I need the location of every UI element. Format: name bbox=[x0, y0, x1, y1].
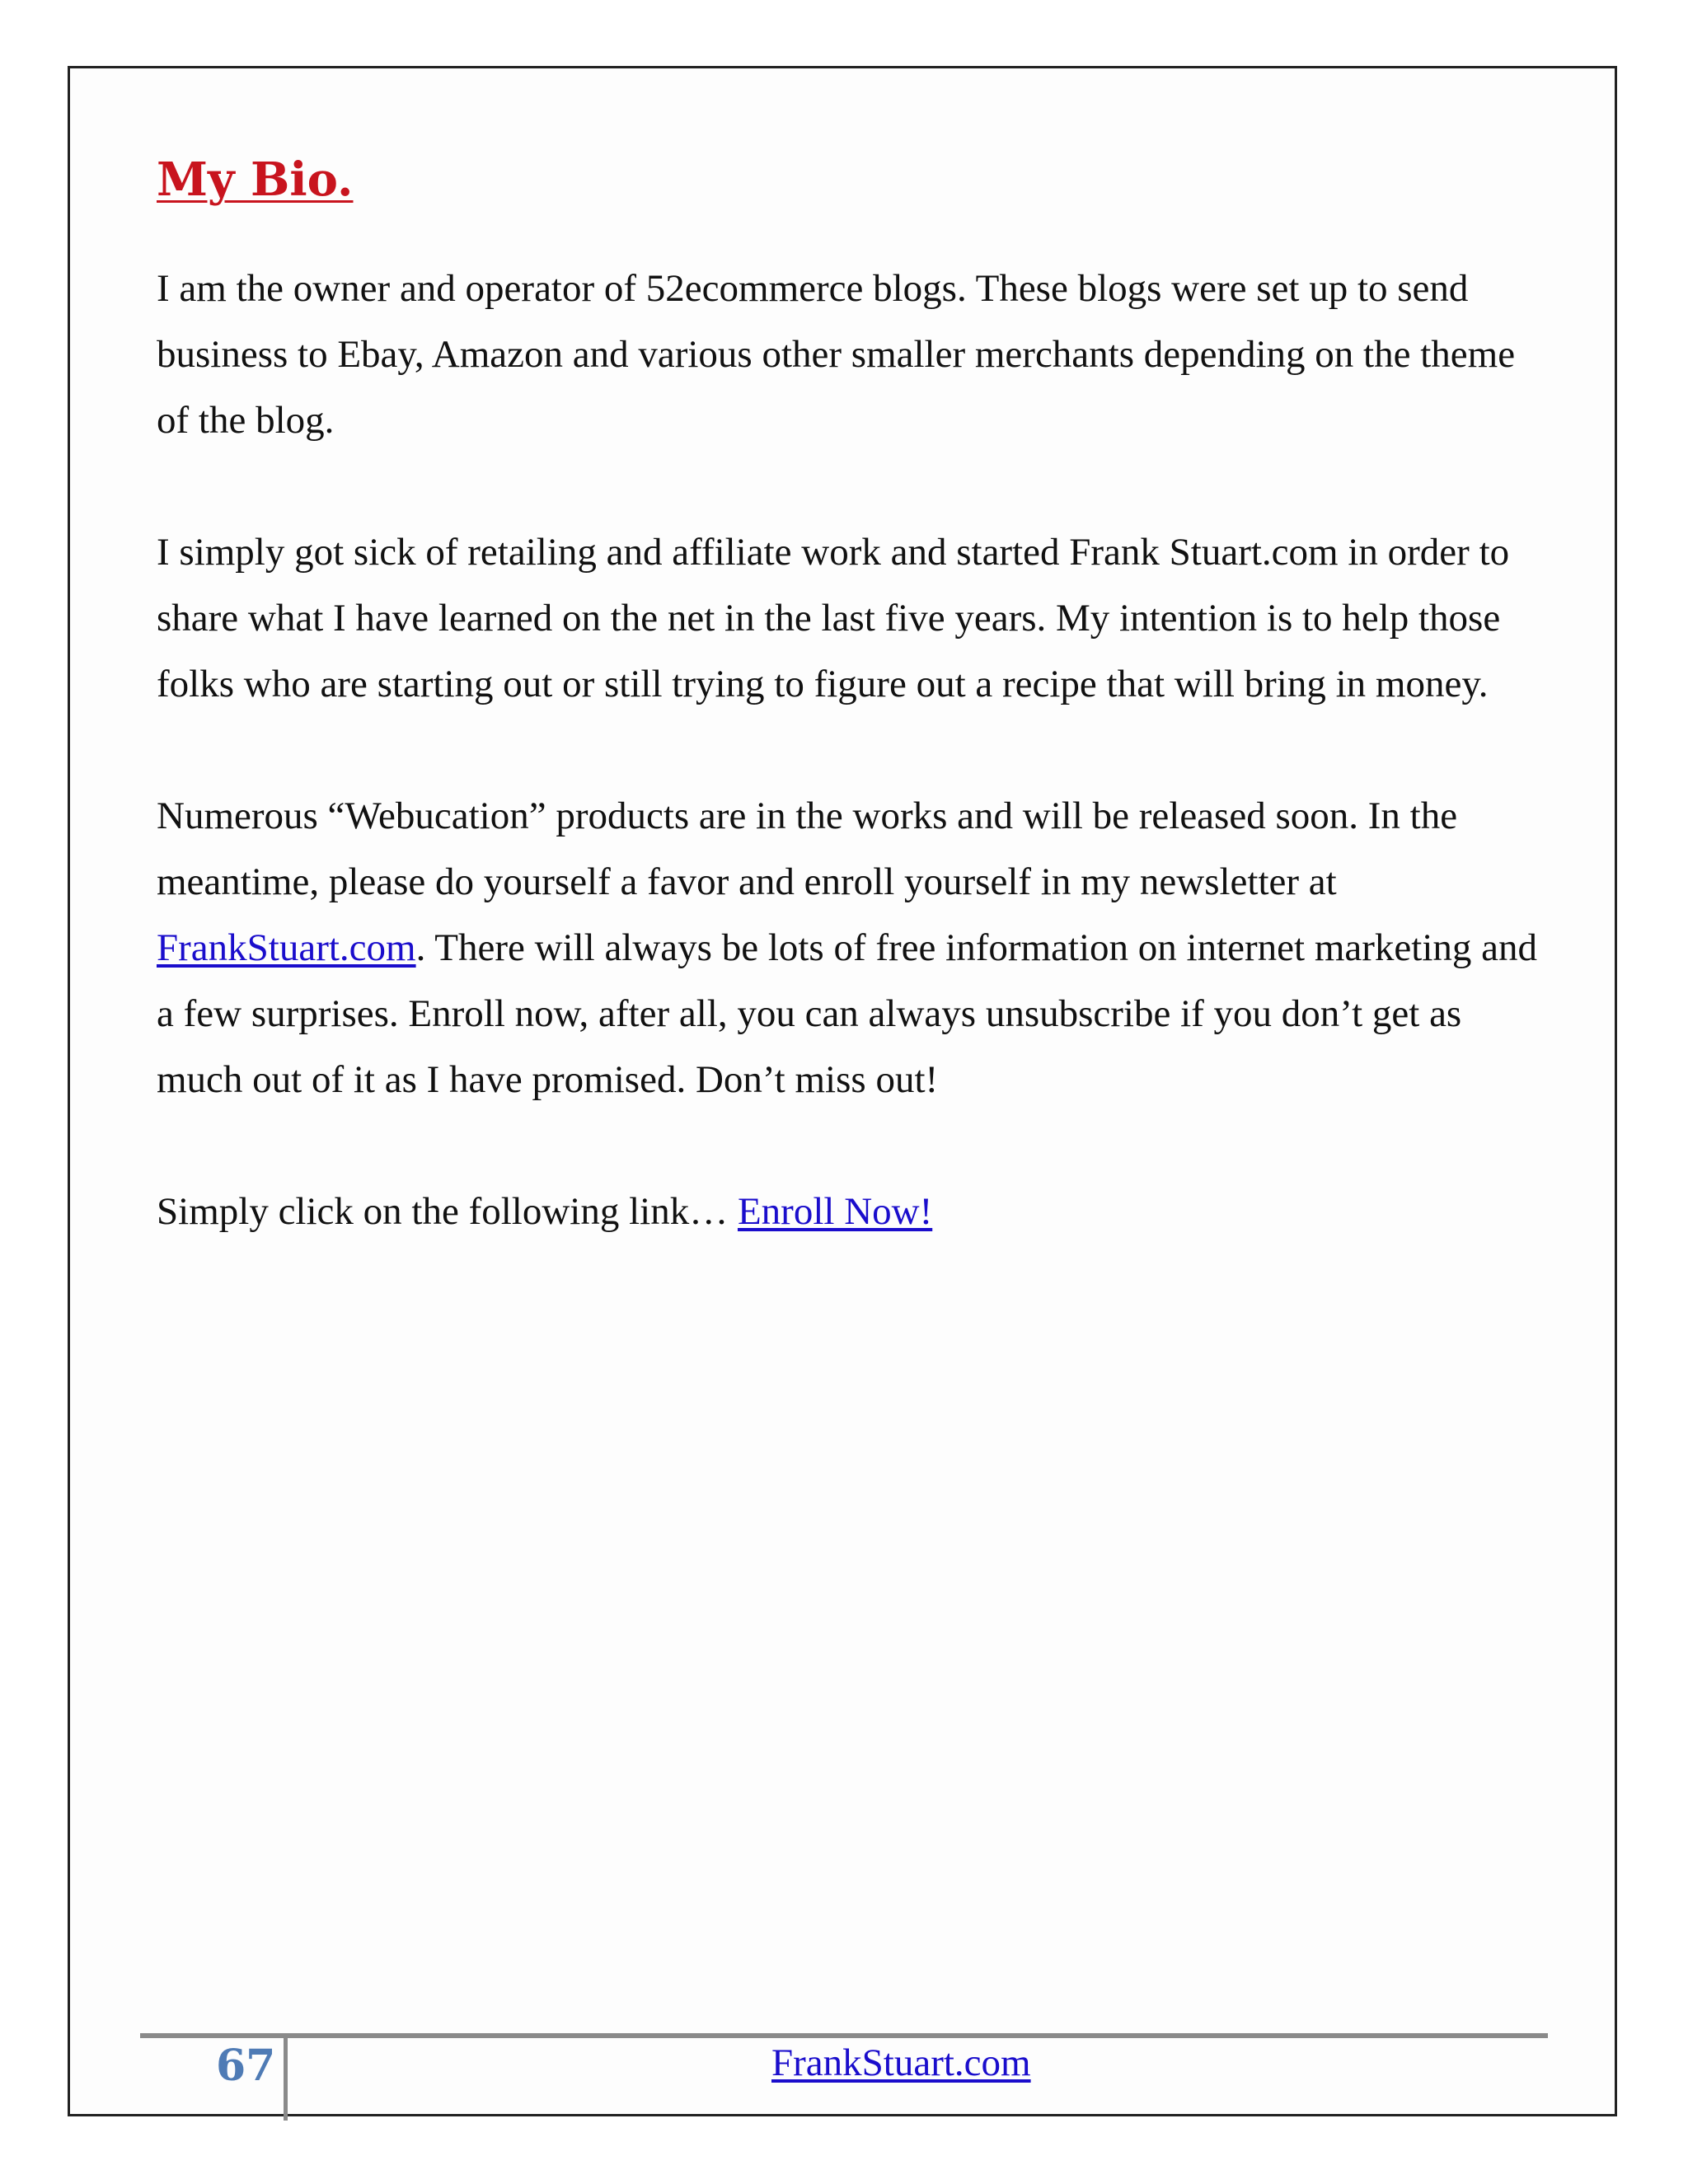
enroll-paragraph-text: Simply click on the following link… bbox=[157, 1190, 738, 1234]
bio-paragraph-2: I simply got sick of retailing and affiliate work and started Frank Stuart.com in order to share what I have learned on the net in the last five years. My intention is to help those folks who are starting out or still trying to figure out a recipe that will bring in money. bbox=[157, 531, 1510, 706]
enroll-now-link[interactable]: Enroll Now! bbox=[737, 1190, 933, 1234]
bio-paragraph-3 bbox=[157, 783, 1541, 1113]
bio-paragraph-3-text-b: . There will always be lots of free information on internet marketing and a few surprises. Enroll now, after all, you can always unsubscribe if you don’t get as much out of it as I have promised. Don’t miss out! bbox=[157, 926, 1538, 1102]
bio-paragraph-1: I am the owner and operator of 52ecommerce blogs. These blogs were set up to send business to Ebay, Amazon and various other smaller merchants depending on the theme of the blog. bbox=[157, 267, 1516, 443]
page-content bbox=[157, 152, 1541, 1310]
enroll-paragraph bbox=[157, 1179, 1541, 1244]
page-heading: My Bio. bbox=[157, 152, 354, 207]
frankstuart-link[interactable]: FrankStuart.com bbox=[157, 926, 416, 970]
bio-paragraph-3-text-a: Numerous “Webucation” products are in the works and will be released soon. In the meantime, please do yourself a favor and enroll yourself in my newsletter at bbox=[157, 794, 1458, 904]
footer-rule bbox=[140, 2033, 1548, 2038]
page-number: 67 bbox=[216, 2041, 276, 2091]
footer-site-link[interactable]: FrankStuart.com bbox=[771, 2041, 1031, 2084]
footer-divider bbox=[284, 2038, 288, 2121]
